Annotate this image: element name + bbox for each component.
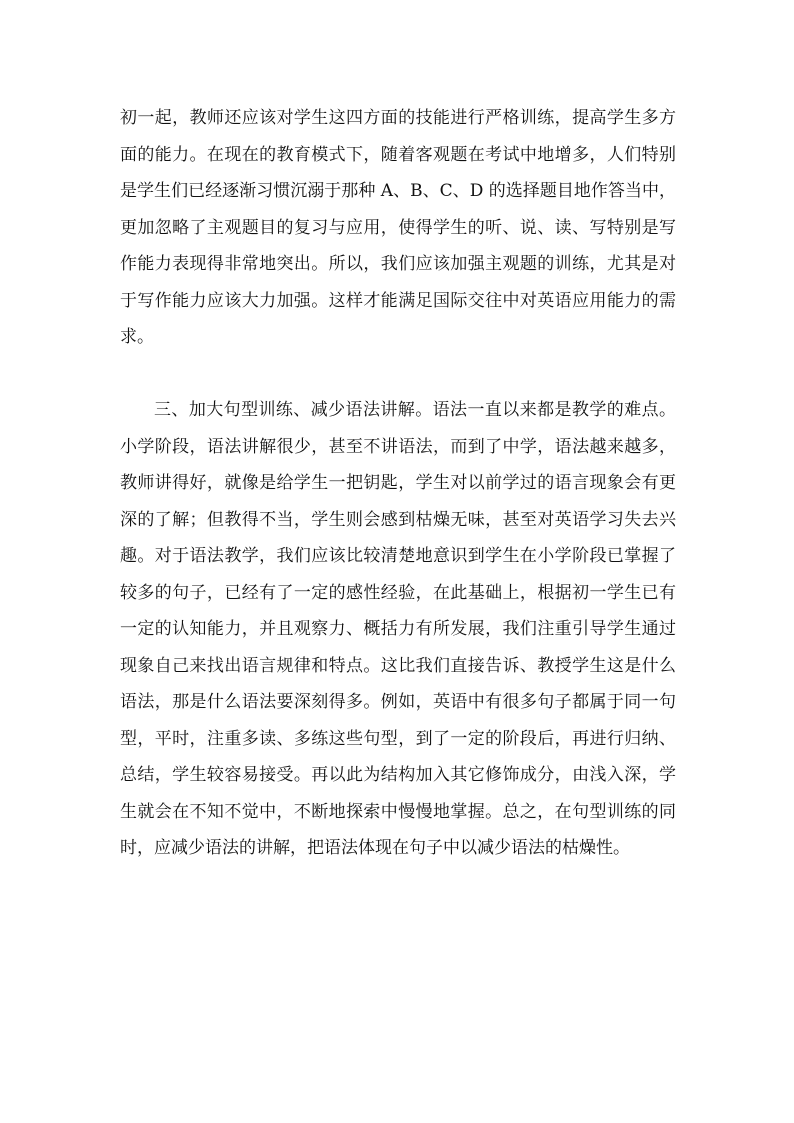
paragraph-gap [120,356,676,393]
document-page [120,100,676,867]
paragraph-section-three: 三、加大句型训练、减少语法讲解。语法一直以来都是教学的难点。小学阶段，语法讲解很少，甚至不讲语法，而到了中学，语法越来越多，教师讲得好，就像是给学生一把钥匙，学生对以前学过的语言现象会有更深的了解；但教得不当，学生则会感到枯燥无味，甚至对英语学习失去兴趣。对于语法教学，我们应该比较清楚地意识到学生在小学阶段已掌握了较多的句子，已经有了一定的感性经验，在此基础上，根据初一学生已有一定的认知能力，并且观察力、概括力有所发展，我们注重引导学生通过现象自己来找出语言规律和特点。这比我们直接告诉、教授学生这是什么语法，那是什么语法要深刻得多。例如，英语中有很多句子都属于同一句型，平时，注重多读、多练这些句型，到了一定的阶段后，再进行归纳、总结，学生较容易接受。再以此为结构加入其它修饰成分，由浅入深，学生就会在不知不觉中，不断地探索中慢慢地掌握。总之，在句型训练的同时，应减少语法的讲解，把语法体现在句子中以减少语法的枯燥性。 [120,400,676,858]
paragraph-continuation: 初一起，教师还应该对学生这四方面的技能进行严格训练，提高学生多方面的能力。在现在的教育模式下，随着客观题在考试中地增多，人们特别是学生们已经逐渐习惯沉溺于那种 A、B、C、D 的选择题目地作答当中，更加忽略了主观题目的复习与应用，使得学生的听、说、读、写特别是写作能力表现得非常地突出。所以，我们应该加强主观题的训练，尤其是对于写作能力应该大力加强。这样才能满足国际交往中对英语应用能力的需求。 [120,108,676,347]
